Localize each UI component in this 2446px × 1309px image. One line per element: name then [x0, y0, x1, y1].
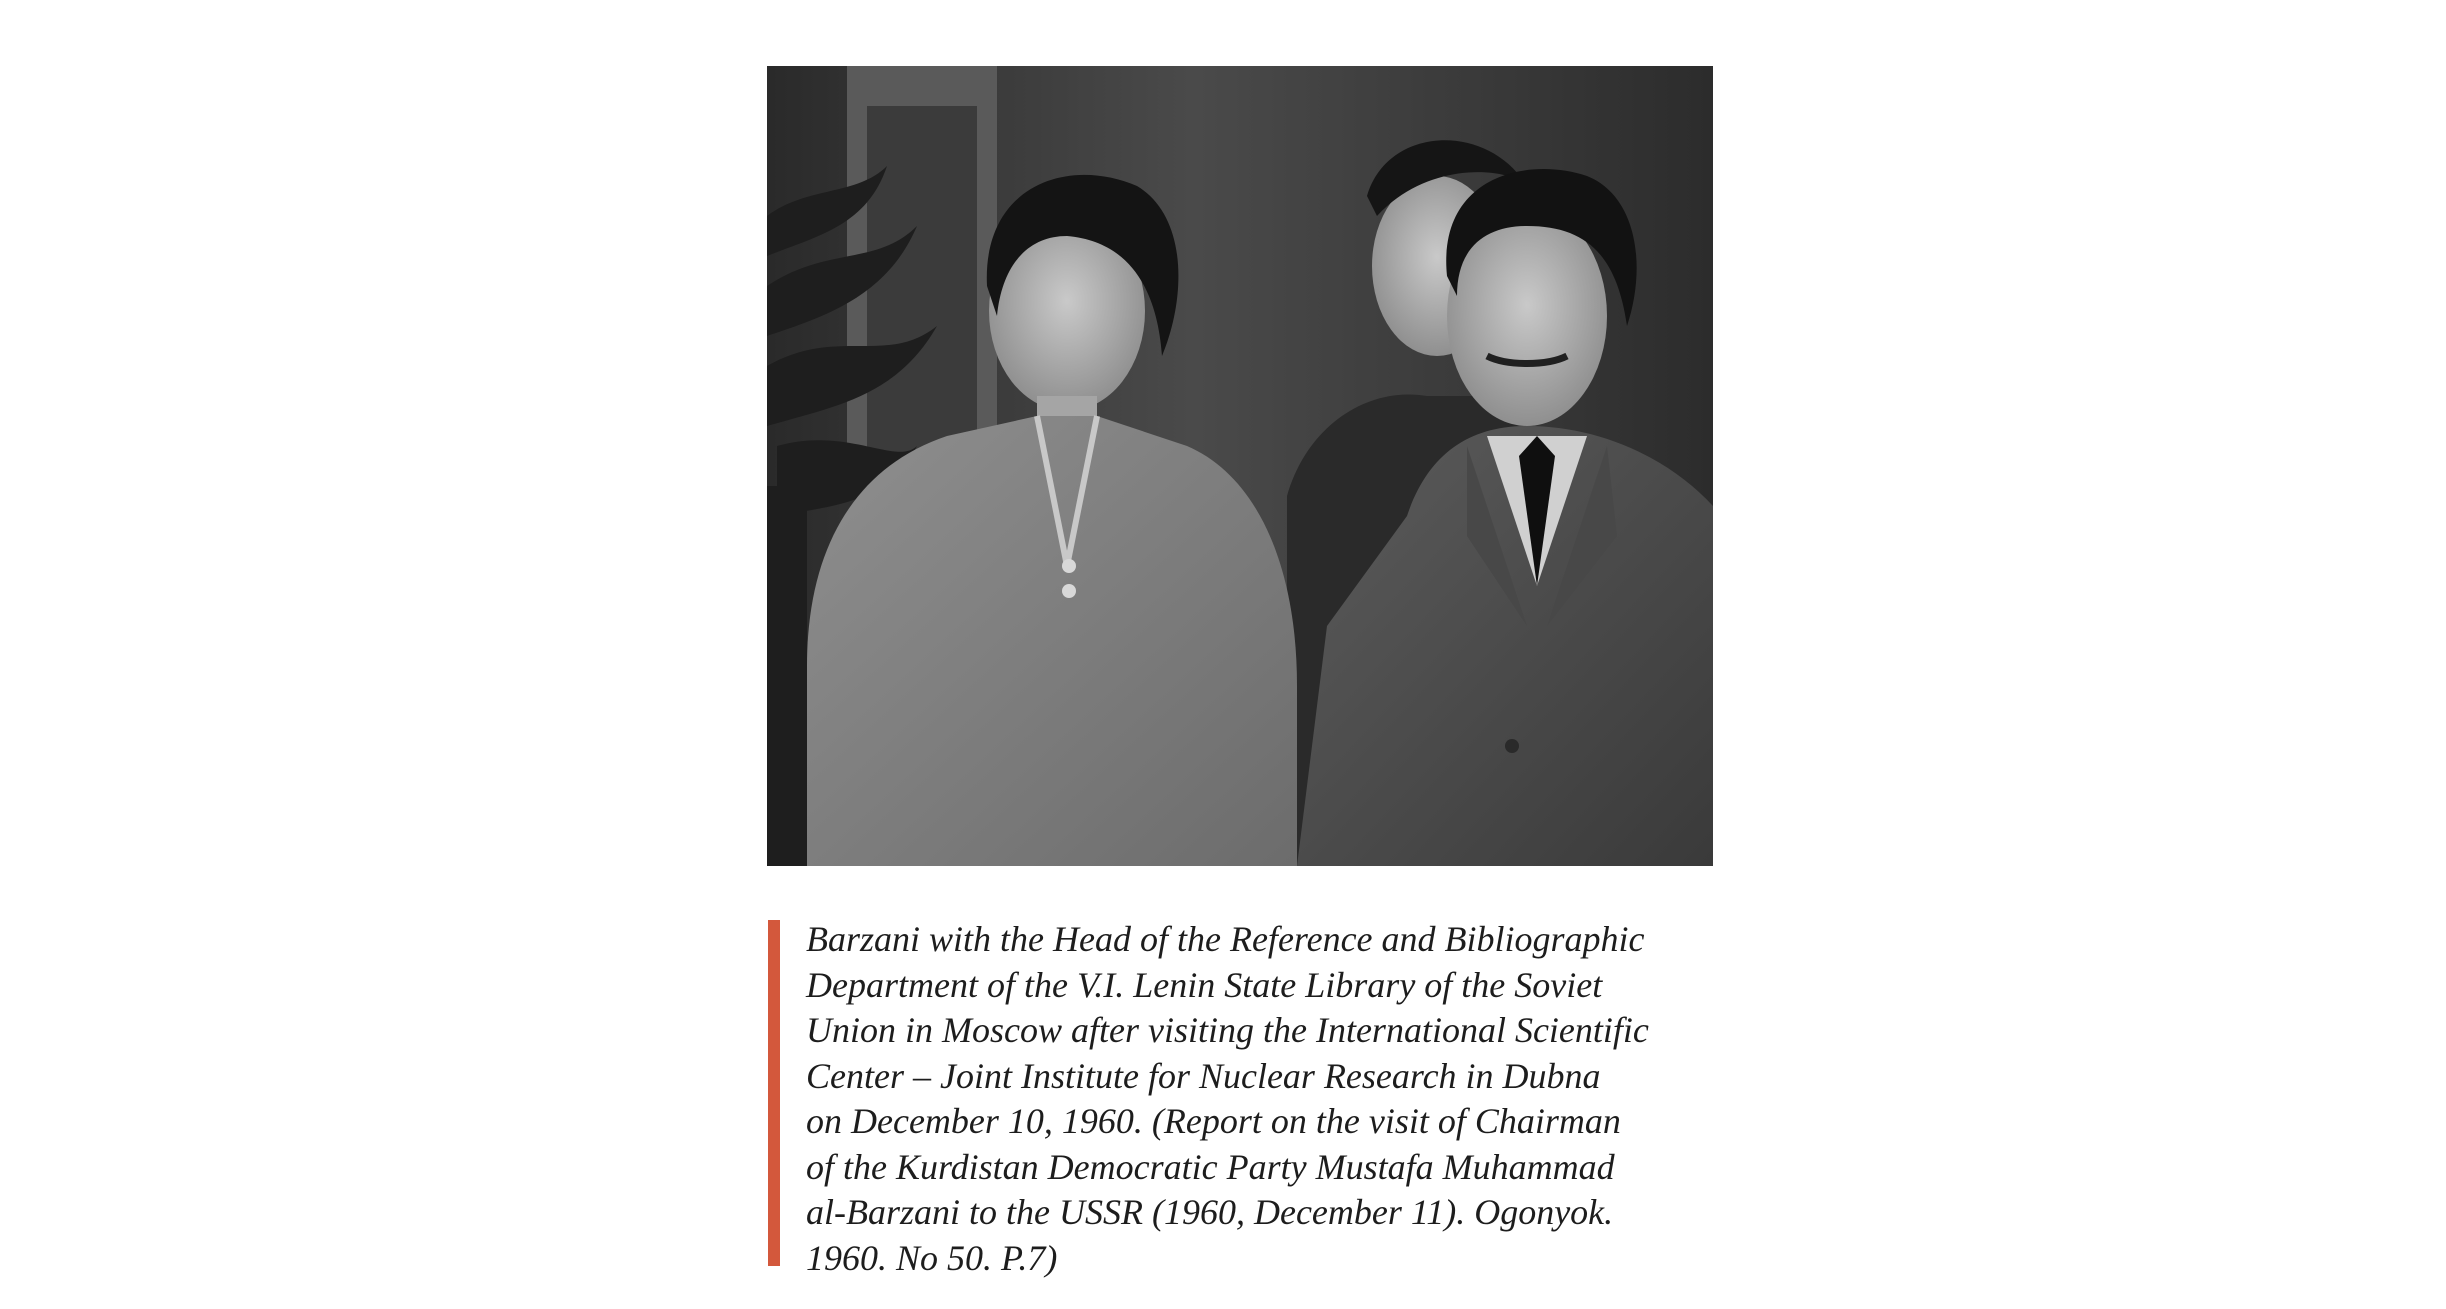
archival-photo — [767, 66, 1713, 866]
caption-accent-bar — [768, 920, 780, 1266]
figure-caption — [768, 917, 1738, 1278]
caption-text: Barzani with the Head of the Reference and Bibliographic Department of the V.I. Lenin State Library of the Soviet Union in Moscow after visiting the International Scientific Center – Joint Institute for Nuclear Research in Dubna on December 10, 1960. (Report on the visit of Chairman of the Kurdistan Democratic Party Mustafa Muhammad al-Barzani to the USSR (1960, December 11). Ogonyok. 1960. No 50. P.7) — [806, 919, 1649, 1278]
